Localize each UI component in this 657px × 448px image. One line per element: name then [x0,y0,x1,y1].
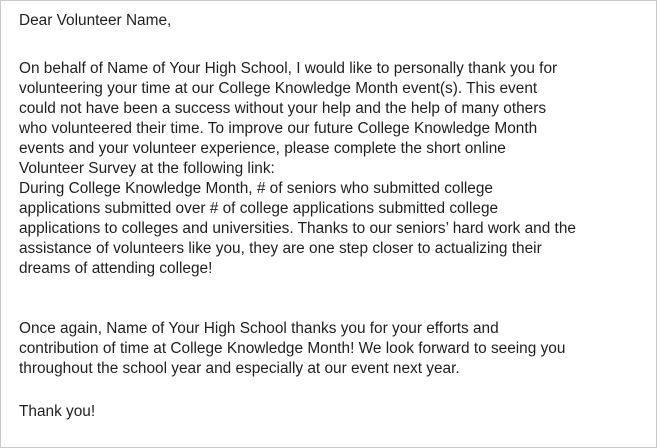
paragraph-line: volunteering your time at our College Knowledge Month event(s). This event [19,80,538,97]
paragraph-line: throughout the school year and especially at our event next year. [19,360,460,377]
closing-text: Thank you! [19,403,96,420]
paragraph-line: who volunteered their time. To improve our future College Knowledge Month [19,120,538,137]
paragraph-line: could not have been a success without your help and the help of many others [19,100,547,117]
body-paragraph-2 [19,319,651,379]
greeting [19,11,651,31]
closing [19,402,651,422]
paragraph-line: Once again, Name of Your High School thanks you for your efforts and [19,320,499,337]
paragraph-line: assistance of volunteers like you, they are one step closer to actualizing their [19,240,542,257]
paragraph-line: applications submitted over # of college applications submitted college [19,200,499,217]
paragraph-line: events and your volunteer experience, please complete the short online [19,140,506,157]
paragraph-line: On behalf of Name of Your High School, I would like to personally thank you for [19,60,558,77]
paragraph-line: applications to colleges and universities. Thanks to our seniors’ hard work and the [19,220,576,237]
paragraph-line: Volunteer Survey at the following link: [19,160,275,177]
body-paragraph-1 [19,59,651,279]
paragraph-line: contribution of time at College Knowledge Month! We look forward to seeing you [19,340,566,357]
greeting-text: Dear Volunteer Name, [19,12,172,29]
paragraph-line: dreams of attending college! [19,260,213,277]
paragraph-line: During College Knowledge Month, # of seniors who submitted college [19,180,493,197]
